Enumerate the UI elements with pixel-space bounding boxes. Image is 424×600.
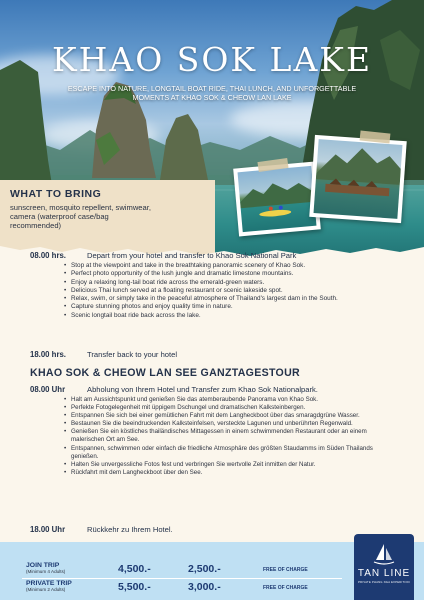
list-item: • Scenic longtail boat ride back across the lake. [64,312,384,320]
list-item: • Perfect photo opportunity of the lush jungle and dramatic limestone mountains. [64,270,384,278]
list-item: • Perfekte Fotogelegenheit mit üppigem Dschungel und dramatischen Kalksteinbergen. [64,404,384,412]
photo-kayak [233,162,321,237]
brand-tagline: PRIVATE PHANG NGA EXPEDITION [358,581,410,584]
page-subtitle: ESCAPE INTO NATURE, LONGTAIL BOAT RIDE, THAI LUNCH, AND UNFORGETTABLE MOMENTS AT KHAO SOK & CHEOW LAN LAKE [67,84,357,102]
brand-name: TAN LINE [357,568,411,579]
list-item: • Rückfahrt mit dem Langheckboot über den See. [64,469,384,477]
list-item: • Bestaunen Sie die beeindruckenden Kalksteinfelsen, versteckte Lagunen und unberührten Regenwald. [64,420,384,428]
price-join-adult: 4,500.- [118,563,151,575]
price-join-children: 2,500.- [188,563,221,575]
table-divider [22,578,342,579]
itinerary-list-en [64,262,384,320]
list-item: • Stop at the viewpoint and take in the breathtaking panoramic scenery of Khao Sok. [64,262,384,270]
row-label-join-trip: JOIN TRIP (Minimum 4 Adults) [26,562,66,574]
itinerary-list-de [64,396,384,477]
row-label-private-trip: PRIVATE TRIP (Minimum 2 Adults) [26,580,72,592]
what-to-bring-heading: WHAT TO BRING [10,188,102,200]
end-text-de: Rückkehr zu Ihrem Hotel. [87,525,173,534]
end-time: 18.00 hrs. [30,350,66,359]
end-text: Transfer back to your hotel [87,350,178,359]
start-time: 08.00 hrs. [30,251,66,260]
page-title: KHAO SOK LAKE [51,40,373,79]
price-private-infant: FREE OF CHARGE [263,585,308,591]
list-item: • Entspannen, schwimmen oder einfach die friedliche Atmosphäre des größten Staudamms im Süden Thailands genießen. [64,445,384,461]
sail-icon [372,542,396,566]
start-text-de: Abholung von Ihrem Hotel und Transfer zum Khao Sok Nationalpark. [87,385,318,394]
list-item: • Halt am Aussichtspunkt und genießen Sie das atemberaubende Panorama von Khao Sok. [64,396,384,404]
end-time-de: 18.00 Uhr [30,525,66,534]
photo-floating-huts [309,135,406,223]
list-item: • Enjoy a relaxing long-tail boat ride across the emerald-green waters. [64,279,384,287]
list-item: • Genießen Sie ein köstliches thailändisches Mittagessen in einem schwimmenden Restaurant oder an einem malerischen Ort am See. [64,428,384,444]
list-item: • Halten Sie unvergessliche Fotos fest und verbringen Sie wertvolle Zeit inmitten der Natur. [64,461,384,469]
start-time-de: 08.00 Uhr [30,385,66,394]
german-section-title: KHAO SOK & CHEOW LAN SEE GANZTAGESTOUR [30,367,300,379]
list-item: • Capture stunning photos and enjoy quality time in nature. [64,303,384,311]
list-item: • Relax, swim, or simply take in the peaceful atmosphere of Thailand's largest dam in the South. [64,295,384,303]
price-private-children: 3,000.- [188,581,221,593]
what-to-bring-text: sunscreen, mosquito repellent, swimwear, camera (waterproof case/bag recommended) [10,203,151,230]
list-item: • Entspannen Sie sich bei einer gemütlichen Fahrt mit dem Langheckboot über das smaragdgrüne Wasser. [64,412,384,420]
price-private-adult: 5,500.- [118,581,151,593]
price-join-infant: FREE OF CHARGE [263,567,308,573]
brand-logo [354,534,414,600]
start-text: Depart from your hotel and transfer to Khao Sok National Park [87,251,297,260]
list-item: • Delicious Thai lunch served at a floating restaurant or scenic lakeside spot. [64,287,384,295]
